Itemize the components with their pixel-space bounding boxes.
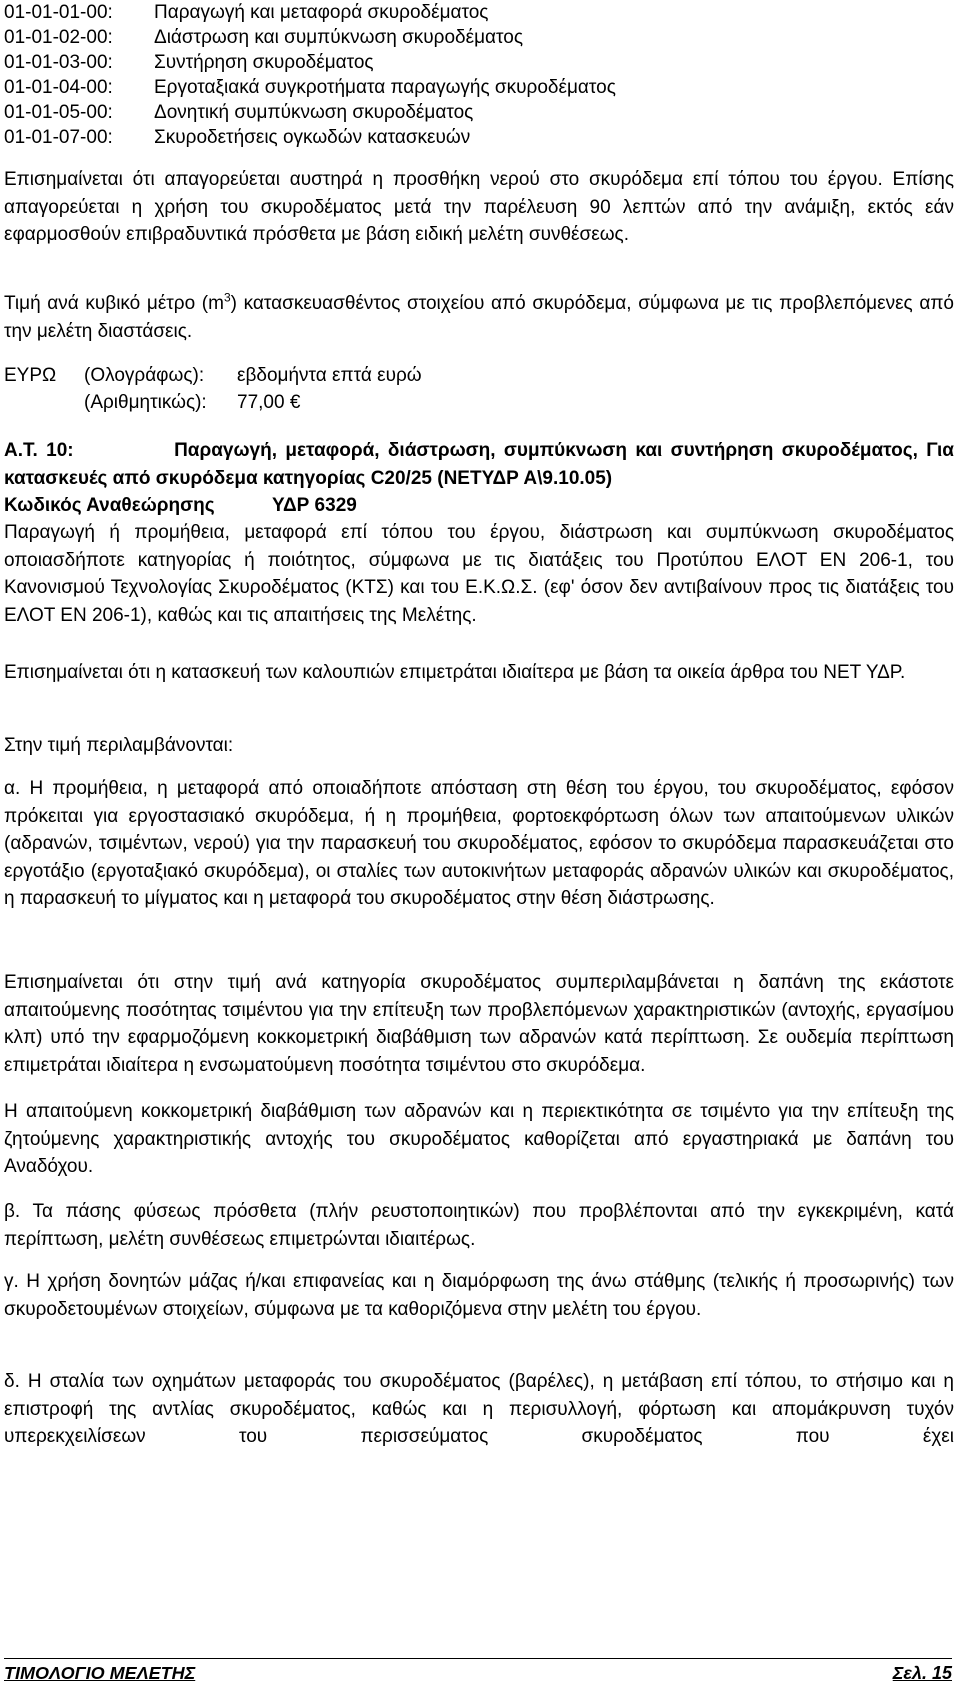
grading-paragraph: Η απαιτούμενη κοκκομετρική διαβάθμιση των αδρανών και η περιεκτικότητα σε τσιμέντο για την επίτευξη της ζητούμενης χαρακτηριστικής αντοχής του σκυροδέματος καθορίζεται από εργαστηριακά με δαπάνη του Αναδόχου. <box>4 1101 954 1177</box>
revision-value: ΥΔΡ 6329 <box>272 495 357 516</box>
code-list <box>4 0 616 150</box>
code: 01-01-05-00: <box>4 102 113 123</box>
euro-words-row <box>4 362 422 390</box>
currency-label: ΕΥΡΩ <box>4 365 57 386</box>
item-gamma: γ. Η χρήση δονητών μάζας ή/και επιφανείας και η διαμόρφωση της άνω στάθμης (τελικής ή προσωρινής) των σκυροδετουμένων στοιχείων, σύμφωνα με τα καθοριζόμενα στην μελέτη του έργου. <box>4 1271 954 1320</box>
item-code: Α.Τ. 10: <box>4 440 74 461</box>
footer-title: ΤΙΜΟΛΟΓΙΟ ΜΕΛΕΤΗΣ <box>4 1663 196 1683</box>
words-value: εβδομήντα επτά ευρώ <box>237 365 422 386</box>
euro-digits-row <box>4 389 300 417</box>
code-row <box>4 100 616 125</box>
code-row <box>4 125 616 150</box>
digits-label: (Αριθμητικώς): <box>84 392 207 413</box>
code-desc: Εργοταξιακά συγκροτήματα παραγωγής σκυροδέματος <box>154 77 616 98</box>
includes-heading: Στην τιμή περιλαμβάνονται: <box>4 735 234 756</box>
code-desc: Συντήρηση σκυροδέματος <box>154 52 374 73</box>
item-beta: β. Τα πάσης φύσεως πρόσθετα (πλήν ρευστοποιητικών) που προβλέπονται από την εγκεκριμένη, κατά περίπτωση, μελέτη συνθέσεως επιμετρώνται ιδιαιτέρως. <box>4 1201 954 1250</box>
words-label: (Ολογράφως): <box>84 365 205 386</box>
code-desc: Παραγωγή και μεταφορά σκυροδέματος <box>154 2 489 23</box>
item-title <box>4 437 954 492</box>
price-intro-b: ) κατασκευασθέντος στοιχείου από σκυρόδεμα, σύμφωνα με τις προβλεπόμενες από την μελέτη διαστάσεις. <box>4 293 954 342</box>
code-desc: Σκυροδετήσεις ογκωδών κατασκευών <box>154 127 471 148</box>
page-number: Σελ. 15 <box>892 1663 952 1683</box>
price-intro-a: Τιμή ανά κυβικό μέτρο (m <box>4 293 224 314</box>
code: 01-01-02-00: <box>4 27 113 48</box>
revision-row <box>4 492 357 520</box>
price-intro-sup: 3 <box>223 290 231 305</box>
revision-label: Κωδικός Αναθεώρησης <box>4 495 215 516</box>
code-row <box>4 50 616 75</box>
water-note: Επισημαίνεται ότι απαγορεύεται αυστηρά η προσθήκη νερού στο σκυρόδεμα επί τόπου του έργου. Επίσης απαγορεύεται η χρήση του σκυροδέματος μετά την παρέλευση 90 λεπτών από την ανάμιξη, εκτός εάν εφαρμοσθούν επιβραδυντικά πρόσθετα με βάση ειδική μελέτη συνθέσεως. <box>4 169 954 245</box>
alpha-note: Επισημαίνεται ότι στην τιμή ανά κατηγορία σκυροδέματος συμπεριλαμβάνεται η δαπάνη της εκάστοτε απαιτούμενης ποσότητας τσιμέντου για την επίτευξη των προβλεπόμενων χαρακτηριστικών (αντοχής, εργασίμου κλπ) υπό την εφαρμοζόμενη κοκκομετρική διαβάθμιση των αδρανών κατά περίπτωση. Σε ουδεμία περίπτωση επιμετράται ιδιαίτερα η ενσωματούμενη ποσότητα τσιμέντου στο σκυρόδεμα. <box>4 972 954 1076</box>
code: 01-01-04-00: <box>4 77 113 98</box>
description-2: Επισημαίνεται ότι η κατασκευή των καλουπιών επιμετράται ιδιαίτερα με βάση τα οικεία άρθρα του ΝΕΤ ΥΔΡ. <box>4 662 906 683</box>
code: 01-01-07-00: <box>4 127 113 148</box>
price-intro <box>4 290 954 345</box>
digits-value: 77,00 <box>237 392 285 413</box>
item-delta: δ. Η σταλία των οχημάτων μεταφοράς του σκυροδέματος (βαρέλες), η μετάβαση επί τόπου, το στήσιμο και η επιστροφή της αντλίας σκυροδέματος, καθώς και η περισυλλογή, φόρτωση και απομάκρυνση τυχόν υπερεκχειλίσεων του περισσεύματος σκυροδέματος που έχει <box>4 1371 954 1447</box>
code-row <box>4 75 616 100</box>
code: 01-01-03-00: <box>4 52 113 73</box>
description-1: Παραγωγή ή προμήθεια, μεταφορά επί τόπου του έργου, διάστρωση και συμπύκνωση σκυροδέματος οποιασδήποτε κατηγορίας ή ποιότητος, σύμφωνα με τις διατάξεις του Προτύπου ΕΛΟΤ ΕΝ 206-1, του Κανονισμού Τεχνολογίας Σκυροδέματος (ΚΤΣ) και του Ε.Κ.Ω.Σ. (εφ' όσον δεν αντιβαίνουν προς τις διατάξεις του ΕΛΟΤ ΕΝ 206-1), καθώς και τις απαιτήσεις της Μελέτης. <box>4 522 954 626</box>
page-footer <box>4 1658 952 1685</box>
item-alpha: α. Η προμήθεια, η μεταφορά από οποιαδήποτε απόσταση στη θέση του έργου, του σκυροδέματος, εφόσον πρόκειται για εργοστασιακό σκυρόδεμα, ή η προμήθεια, φορτοεκφόρτωση όλων των απαιτούμενων υλικών (αδρανών, τσιμέντων, νερού) για την παρασκευή του σκυροδέματος, εφόσον το σκυρόδεμα παρασκευάζεται στο εργοτάξιο (εργοταξιακό σκυρόδεμα), οι σταλίες των αυτοκινήτων μεταφοράς αδρανών υλικών και σκυροδέματος, η παρασκευή το μίγματος και η μεταφορά του σκυροδέματος στην θέση διάστρωσης. <box>4 778 954 909</box>
code: 01-01-01-00: <box>4 2 113 23</box>
code-row <box>4 25 616 50</box>
code-row <box>4 0 616 25</box>
code-desc: Διάστρωση και συμπύκνωση σκυροδέματος <box>154 27 523 48</box>
item-title-text: Παραγωγή, μεταφορά, διάστρωση, συμπύκνωση και συντήρηση σκυροδέματος, Για κατασκευές από σκυρόδεμα κατηγορίας C20/25 (ΝΕΤΥΔΡ Α\9.10.05) <box>4 440 954 489</box>
euro-icon: € <box>289 392 301 413</box>
code-desc: Δονητική συμπύκνωση σκυροδέματος <box>154 102 474 123</box>
